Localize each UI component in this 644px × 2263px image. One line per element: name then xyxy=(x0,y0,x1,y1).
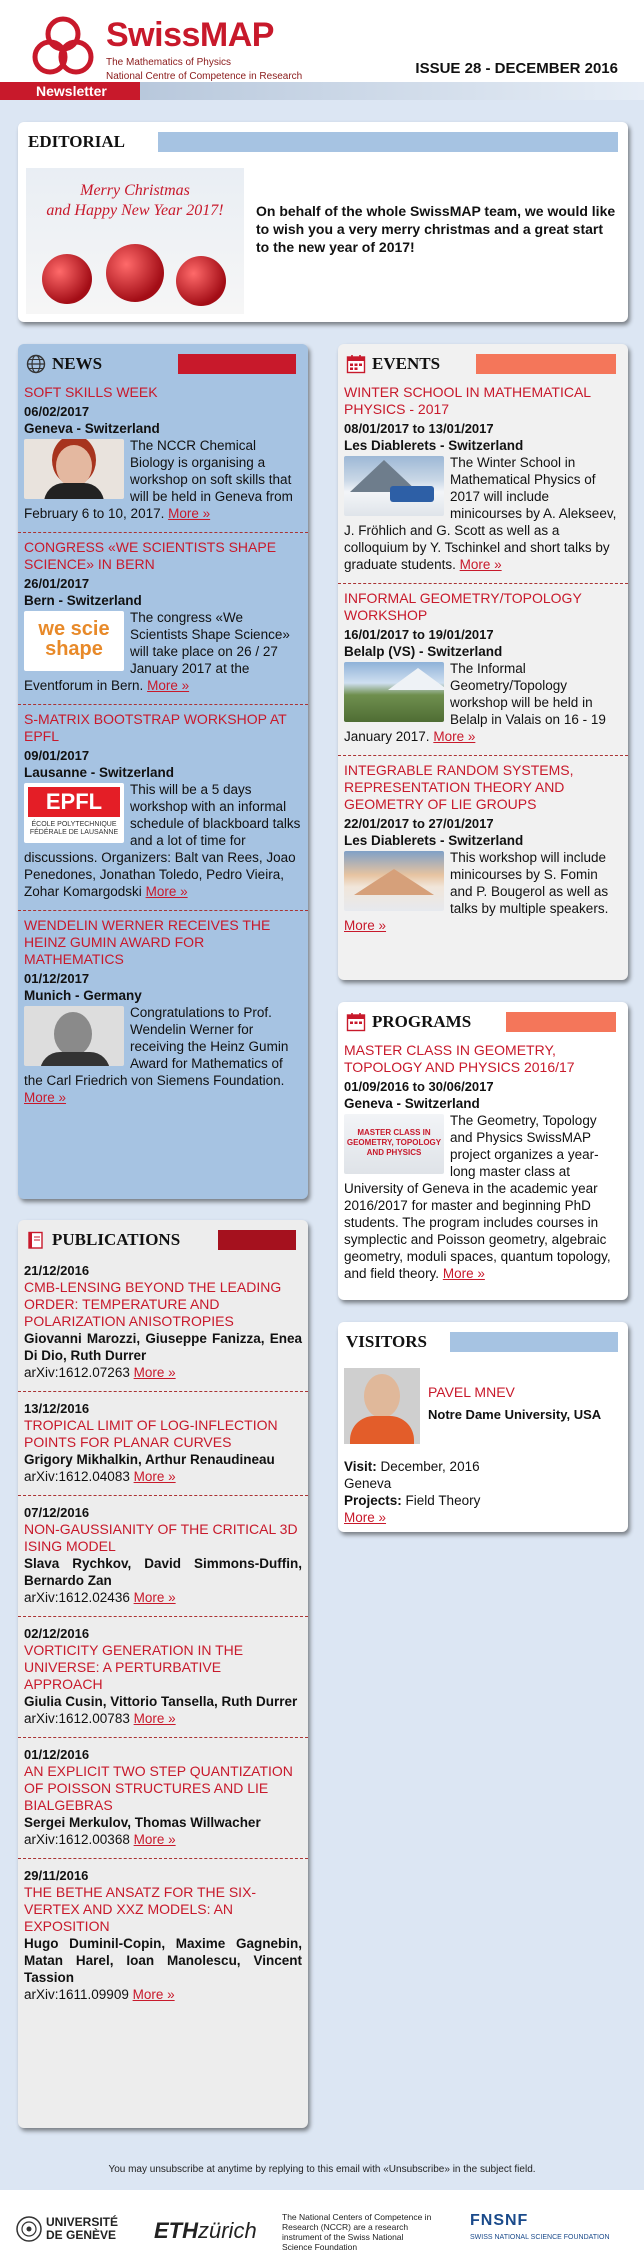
news-thumb-epfl xyxy=(24,783,124,843)
newsletter-label: Newsletter xyxy=(36,83,107,99)
brand-subtitle-1: The Mathematics of Physics xyxy=(106,57,232,68)
news-item-text: The NCCR Chemical Biology is organising a workshop on soft skills that will be held in Geneva from February 6 to 10, 2017. xyxy=(24,438,293,521)
epfl-logo-sub: ÉCOLE POLYTECHNIQUE FÉDÉRALE DE LAUSANNE xyxy=(29,821,119,836)
news-item-more-link[interactable]: More » xyxy=(24,1090,67,1105)
publication-authors: Grigory Mikhalkin, Arthur Renaudineau xyxy=(24,1452,275,1467)
unige-logo-text xyxy=(46,2216,118,2242)
christmas-image-text-2: and Happy New Year 2017! xyxy=(46,202,224,219)
publication-arxiv: arXiv:1612.00368 xyxy=(24,1832,130,1847)
news-item xyxy=(18,533,308,705)
news-item-text: The congress «We Scientists Shape Science» will take place on 26 / 27 January 2017 at the Eventforum in Bern. xyxy=(24,610,290,693)
news-item-date: 06/02/2017 xyxy=(24,404,90,419)
publication-arxiv: arXiv:1612.00783 xyxy=(24,1711,130,1726)
publication-item xyxy=(18,1617,308,1738)
events-title: EVENTS xyxy=(372,354,441,373)
christmas-image xyxy=(26,168,244,314)
visitor-more-link[interactable]: More » xyxy=(344,1510,387,1525)
events-header xyxy=(338,344,628,378)
news-item-title[interactable]: WENDELIN WERNER RECEIVES THE HEINZ GUMIN AWARD FOR MATHEMATICS xyxy=(24,917,271,967)
visitor-visit-city: Geneva xyxy=(344,1476,392,1491)
editorial-text: On behalf of the whole SwissMAP team, we would like to wish you a very merry christmas and a great start to the new year of 2017! xyxy=(256,203,616,255)
header xyxy=(0,0,644,100)
event-thumb-landscape xyxy=(344,662,444,722)
news-item-more-link[interactable]: More » xyxy=(147,678,190,693)
visitors-title-bar xyxy=(450,1332,618,1352)
event-item-more-link[interactable]: More » xyxy=(433,729,476,744)
footer-logos xyxy=(0,2190,644,2263)
visitors-title: VISITORS xyxy=(346,1332,427,1351)
publication-more-link[interactable]: More » xyxy=(133,1832,176,1847)
mountain-icon xyxy=(354,869,434,895)
publication-title[interactable]: VORTICITY GENERATION IN THE UNIVERSE: A PERTURBATIVE APPROACH xyxy=(24,1642,244,1692)
news-item-text: This will be a 5 days workshop with an informal schedule of blackboard talks and a lot of time for discussions. Organizers: Balt van Rees, Joao Penedones, Jonathan Toledo, Pedro Vieira, Zohar Komargodski xyxy=(24,782,301,899)
event-item-place: Les Diablerets - Switzerland xyxy=(344,438,524,453)
publication-authors: Slava Rychkov, David Simmons-Duffin, Bernardo Zan xyxy=(24,1556,302,1588)
train-icon xyxy=(390,486,434,502)
publication-date: 21/12/2016 xyxy=(24,1263,90,1278)
publications-card xyxy=(18,1220,308,2128)
programs-card xyxy=(338,1002,628,1300)
news-item-more-link[interactable]: More » xyxy=(168,506,211,521)
brand xyxy=(106,16,302,83)
visitor-name[interactable]: PAVEL MNEV xyxy=(428,1384,515,1400)
news-item xyxy=(18,705,308,911)
news-item-date: 01/12/2017 xyxy=(24,971,90,986)
news-item xyxy=(18,378,308,533)
snf-logo-mark: FNSNF xyxy=(470,2212,529,2229)
visitor-visit-value: December, 2016 xyxy=(380,1459,480,1474)
event-item xyxy=(338,378,628,584)
publication-item xyxy=(18,1496,308,1617)
news-item-place: Geneva - Switzerland xyxy=(24,421,160,436)
brand-name: SwissMAP xyxy=(106,16,274,54)
event-item-more-link[interactable]: More » xyxy=(459,557,502,572)
unige-line-2: DE GENÈVE xyxy=(46,2228,117,2242)
editorial-header xyxy=(18,122,628,156)
program-item-more-link[interactable]: More » xyxy=(442,1266,485,1281)
program-item xyxy=(338,1036,628,1292)
publication-more-link[interactable]: More » xyxy=(133,1711,176,1726)
event-item-place: Les Diablerets - Switzerland xyxy=(344,833,524,848)
news-header xyxy=(18,344,308,378)
visitor-projects-value: Field Theory xyxy=(405,1493,481,1508)
publication-more-link[interactable]: More » xyxy=(133,1365,176,1380)
program-item-title[interactable]: MASTER CLASS IN GEOMETRY, TOPOLOGY AND PHYSICS 2016/17 xyxy=(344,1042,575,1075)
visitor-details xyxy=(344,1458,622,1526)
congress-logo-text: we scie shape xyxy=(38,618,110,660)
unige-line-1: UNIVERSITÉ xyxy=(46,2215,119,2229)
epfl-logo-text: EPFL xyxy=(28,787,120,817)
publications-title-bar xyxy=(218,1230,296,1250)
publication-date: 13/12/2016 xyxy=(24,1401,90,1416)
news-item-date: 26/01/2017 xyxy=(24,576,90,591)
news-item-title[interactable]: SOFT SKILLS WEEK xyxy=(24,384,158,400)
calendar-icon xyxy=(346,1012,366,1032)
event-item-text: This workshop will include minicourses by S. Fomin and P. Bougerol as well as talks by multiple speakers. xyxy=(450,850,609,916)
bauble-icon xyxy=(42,254,92,304)
christmas-image-text-1: Merry Christmas xyxy=(80,182,190,199)
events-card xyxy=(338,344,628,980)
publication-arxiv: arXiv:1612.02436 xyxy=(24,1590,130,1605)
programs-header xyxy=(338,1002,628,1036)
visitors-header xyxy=(338,1322,628,1356)
publication-arxiv: arXiv:1612.07263 xyxy=(24,1365,130,1380)
publications-header xyxy=(18,1220,308,1254)
book-icon xyxy=(26,1230,46,1250)
publication-authors: Sergei Merkulov, Thomas Willwacher xyxy=(24,1815,261,1830)
issue-label: ISSUE 28 - DECEMBER 2016 xyxy=(415,60,618,77)
publication-title[interactable]: AN EXPLICIT TWO STEP QUANTIZATION OF POISSON STRUCTURES AND LIE BIALGEBRAS xyxy=(24,1763,293,1813)
publication-more-link[interactable]: More » xyxy=(133,1590,176,1605)
news-item-more-link[interactable]: More » xyxy=(145,884,188,899)
news-item-place: Lausanne - Switzerland xyxy=(24,765,175,780)
program-item-date: 01/09/2016 to 30/06/2017 xyxy=(344,1079,494,1094)
publication-arxiv: arXiv:1612.04083 xyxy=(24,1469,130,1484)
program-thumb-text: MASTER CLASS IN GEOMETRY, TOPOLOGY AND PHYSICS xyxy=(346,1128,442,1157)
news-card xyxy=(18,344,308,1199)
event-item-more-link[interactable]: More » xyxy=(344,918,387,933)
event-thumb-sunset xyxy=(344,851,444,911)
news-item-text: Congratulations to Prof. Wendelin Werner for receiving the Heinz Gumin Award for Mathematics of the Carl Friedrich von Siemens Foundation. xyxy=(24,1005,289,1088)
publication-title[interactable]: TROPICAL LIMIT OF LOG-INFLECTION POINTS FOR PLANAR CURVES xyxy=(24,1417,278,1450)
publication-date: 07/12/2016 xyxy=(24,1505,90,1520)
publication-authors: Hugo Duminil-Copin, Maxime Gagnebin, Matan Harel, Ioan Manolescu, Vincent Tassion xyxy=(24,1936,302,1985)
publication-item xyxy=(18,1738,308,1859)
unige-logo-icon xyxy=(16,2216,42,2242)
publication-more-link[interactable]: More » xyxy=(133,1469,176,1484)
event-item-text: The Winter School in Mathematical Physics of 2017 will include minicourses by A. Alekseev, J. Fröhlich and G. Scott as well as a colloquium by Y. Tschinkel and short talks by graduate students. xyxy=(344,455,617,572)
news-thumb-portrait xyxy=(24,1006,124,1066)
programs-title-bar xyxy=(506,1012,616,1032)
news-item-place: Munich - Germany xyxy=(24,988,142,1003)
person-silhouette-icon xyxy=(364,1374,400,1418)
event-item-date: 16/01/2017 to 19/01/2017 xyxy=(344,627,494,642)
publication-title[interactable]: CMB-LENSING BEYOND THE LEADING ORDER: TEMPERATURE AND POLARIZATION ANISOTROPIES xyxy=(24,1279,282,1329)
publication-title[interactable]: NON-GAUSSIANITY OF THE CRITICAL 3D ISING MODEL xyxy=(24,1521,298,1554)
programs-title: PROGRAMS xyxy=(372,1012,472,1031)
event-item-date: 22/01/2017 to 27/01/2017 xyxy=(344,816,494,831)
event-item-title[interactable]: INTEGRABLE RANDOM SYSTEMS, REPRESENTATION THEORY AND GEOMETRY OF LIE GROUPS xyxy=(344,762,574,812)
publication-item xyxy=(18,1859,308,2013)
visitor-projects-label: Projects: xyxy=(344,1493,402,1508)
person-silhouette-icon xyxy=(54,1012,92,1056)
globe-icon xyxy=(26,354,46,374)
publication-date: 29/11/2016 xyxy=(24,1868,89,1883)
calendar-icon xyxy=(346,354,366,374)
editorial-title-bar xyxy=(158,132,618,152)
editorial-title: EDITORIAL xyxy=(28,132,125,151)
publication-item xyxy=(18,1392,308,1496)
publication-more-link[interactable]: More » xyxy=(132,1987,175,2002)
news-item xyxy=(18,911,308,1116)
snf-logo xyxy=(470,2212,630,2241)
publication-authors: Giovanni Marozzi, Giuseppe Fanizza, Enea Di Dio, Ruth Durrer xyxy=(24,1331,302,1363)
news-item-title[interactable]: CONGRESS «WE SCIENTISTS SHAPE SCIENCE» IN BERN xyxy=(24,539,277,572)
mountain-icon xyxy=(388,668,444,690)
news-thumb-congress xyxy=(24,611,124,671)
visitor-photo xyxy=(344,1368,420,1444)
news-item-date: 09/01/2017 xyxy=(24,748,90,763)
snf-logo-name: SWISS NATIONAL SCIENCE FOUNDATION xyxy=(470,2234,610,2241)
eth-logo-bold: ETH xyxy=(154,2218,198,2243)
publication-authors: Giulia Cusin, Vittorio Tansella, Ruth Durrer xyxy=(24,1694,298,1709)
event-item xyxy=(338,756,628,944)
unsubscribe-note: You may unsubscribe at anytime by replying to this email with «Unsubscribe» in the subject field. xyxy=(108,2164,536,2175)
event-item-title[interactable]: WINTER SCHOOL IN MATHEMATICAL PHYSICS - 2017 xyxy=(344,384,591,417)
editorial-card xyxy=(18,122,628,322)
eth-logo xyxy=(154,2218,257,2244)
publication-date: 02/12/2016 xyxy=(24,1626,90,1641)
news-title-bar xyxy=(178,354,296,374)
program-item-place: Geneva - Switzerland xyxy=(344,1096,480,1111)
event-item xyxy=(338,584,628,756)
eth-logo-zurich: zürich xyxy=(198,2218,257,2243)
visitor-affiliation: Notre Dame University, USA xyxy=(428,1407,602,1422)
person-silhouette-icon xyxy=(56,445,92,487)
publication-arxiv: arXiv:1611.09909 xyxy=(24,1987,129,2002)
publications-title: PUBLICATIONS xyxy=(52,1230,181,1249)
news-thumb-portrait xyxy=(24,439,124,499)
event-item-place: Belalp (VS) - Switzerland xyxy=(344,644,503,659)
bauble-icon xyxy=(106,244,164,302)
event-thumb-train xyxy=(344,456,444,516)
publication-title[interactable]: THE BETHE ANSATZ FOR THE SIX-VERTEX AND XXZ MODELS: AN EXPOSITION xyxy=(24,1884,257,1934)
nccr-text: The National Centers of Competence in Research (NCCR) are a research instrument of the Swiss National Science Foundation xyxy=(282,2212,432,2252)
news-item-title[interactable]: S-MATRIX BOOTSTRAP WORKSHOP AT EPFL xyxy=(24,711,287,744)
program-thumb xyxy=(344,1114,444,1174)
publication-date: 01/12/2016 xyxy=(24,1747,90,1762)
event-item-title[interactable]: INFORMAL GEOMETRY/TOPOLOGY WORKSHOP xyxy=(344,590,582,623)
newsletter-bar xyxy=(0,82,644,100)
news-item-place: Bern - Switzerland xyxy=(24,593,142,608)
bauble-icon xyxy=(176,256,226,306)
visitor-visit-label: Visit: xyxy=(344,1459,377,1474)
publication-item xyxy=(18,1254,308,1392)
events-title-bar xyxy=(476,354,616,374)
program-item-text: The Geometry, Topology and Physics SwissMAP project organizes a year-long master class at University of Geneva in the academic year 2016/2017 for master and beginning PhD students. The program includes courses in symplectic and Poisson geometry, algebraic geometry, moduli spaces, quantum topology, and field theory. xyxy=(344,1113,611,1281)
brand-subtitle-2: National Centre of Competence in Research xyxy=(106,71,303,82)
swissmap-logo-icon xyxy=(30,14,96,80)
event-item-text: The Informal Geometry/Topology workshop will be held in Belalp in Valais on 16 - 19 January 2017. xyxy=(344,661,606,744)
visitors-card xyxy=(338,1322,628,1532)
news-title: NEWS xyxy=(52,354,103,373)
event-item-date: 08/01/2017 to 13/01/2017 xyxy=(344,421,494,436)
